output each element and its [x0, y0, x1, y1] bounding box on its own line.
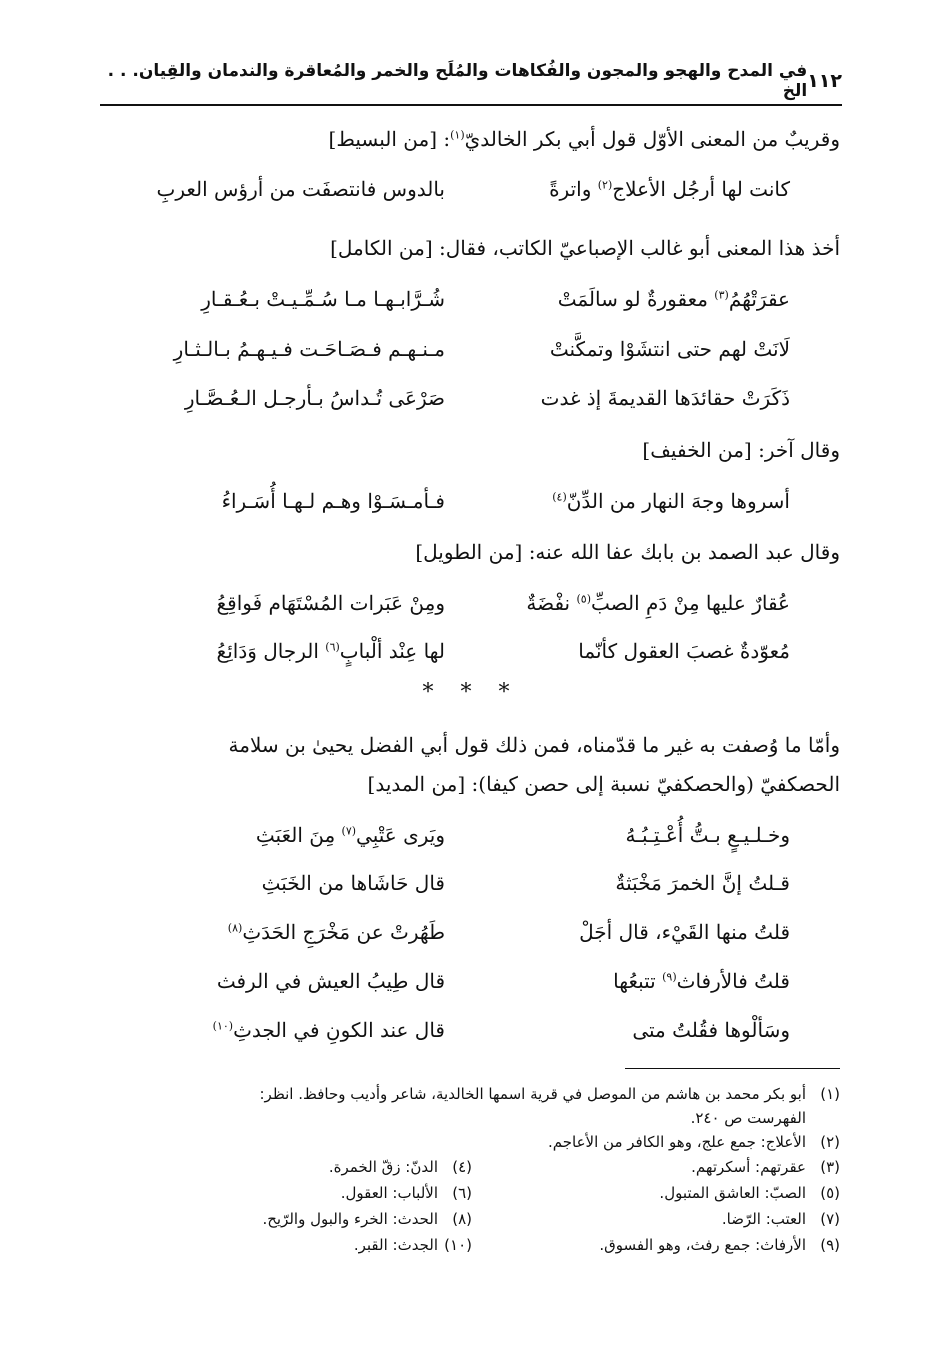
meter-label: : [من البسيط]	[328, 127, 451, 151]
verse-first-hemistich: كانت لها أرجُل الأعلاج$^{(٢)}$ واترةً	[549, 177, 790, 201]
intro-line-1	[100, 124, 840, 154]
footnote-rule	[625, 1068, 840, 1069]
verse-second-hemistich: قال عند الكونِ في الجدثِ$^{(١٠)}$	[212, 1018, 445, 1042]
verse-line	[150, 172, 790, 206]
verse-line	[150, 332, 790, 366]
verse-line	[150, 586, 790, 620]
verse-first-hemistich: قلتُ منها القَيْء، قال أجَلْ	[579, 920, 790, 944]
verse-line	[150, 381, 790, 415]
footnote-7: (٧)العتب: الرّضا.	[721, 1210, 840, 1228]
verse-second-hemistich: مـنـهـم فـصَـاحَـت فـيـهـمُ بـالـثـارِ	[173, 337, 445, 361]
verse-first-hemistich: مُعوّدةٌ غصبَ العقول كأنّما	[578, 639, 790, 663]
footnote-1: (١)أبو بكر محمد بن هاشم من الموصل في قرية اسمها الخالدية، شاعر وأديب وحافظ. انظر:	[259, 1085, 840, 1103]
verse-line	[150, 1013, 790, 1047]
verse-second-hemistich: ويَرى عَتْبِي$^{(٧)}$ مِنَ العَبَثِ	[255, 823, 445, 847]
verse-second-hemistich: ومِنْ عَبَرات المُسْتَهَام فَواقِعُ	[216, 591, 445, 615]
page-number: ١١٢	[807, 70, 842, 92]
verse-first-hemistich: عُقارٌ عليها مِنْ دَمِ الصبِّ$^{(٥)}$ نفْضَةٌ	[526, 591, 790, 615]
verse-line	[150, 915, 790, 949]
verse-line	[150, 818, 790, 852]
verse-second-hemistich: فـأمـسَـوْا وهـم لـهـا أُسَـراءُ	[221, 489, 445, 513]
running-title: في المدح والهجو والمجون والفُكاهات والمُلَح والخمر والمُعاقرة والندمان والقِيان. . . الخ	[107, 61, 808, 101]
verse-first-hemistich: ذَكَرَتْ حقائدَها القديمةَ إذ غدت	[540, 386, 790, 410]
verse-line	[150, 634, 790, 668]
footnote-2: (٢)الأعلاج: جمع علج، وهو الكافر من الأعاجم.	[548, 1133, 840, 1151]
verse-second-hemistich: طَهُرتْ عن مَخْرَجِ الحَدَثِ$^{(٨)}$	[227, 920, 445, 944]
footnote-8: (٨)الحدث: الخرء والبول والرّيح.	[262, 1210, 472, 1228]
footnote-5: (٥)الصبّ: العاشق المتبول.	[659, 1184, 840, 1202]
footnote-10: (١٠)الجدث: القبر.	[353, 1236, 472, 1254]
footnote-ref: (١)	[450, 128, 465, 142]
footnote-1-cont: الفهرست ص ٢٤٠.	[690, 1109, 806, 1127]
intro-text: وقريبٌ من المعنى الأوّل قول أبي بكر الخالديّ	[464, 127, 840, 151]
intro-line-3: وقال آخر: [من الخفيف]	[642, 438, 840, 462]
verse-first-hemistich: أسروها وجهَ النهار من الدِّنّ$^{(٤)}$	[552, 489, 790, 513]
verse-first-hemistich: وسَألْوها فقُلتُ متى	[632, 1018, 790, 1042]
verse-line	[150, 964, 790, 998]
verse-first-hemistich: لَانَتْ لهم حتى انتشَوْا وتمكَّنتْ	[549, 337, 790, 361]
verse-line	[150, 866, 790, 900]
verse-second-hemistich: بالدوس فانتصفَت من أرؤس العربِ	[156, 177, 445, 201]
verse-first-hemistich: قلتُ فالأرفاث$^{(٩)}$ تتبعُها	[613, 969, 790, 993]
verse-second-hemistich: صَرْعَى تُـداسُ بـأرجـل الـعُـصَّـارِ	[184, 386, 445, 410]
header-rule	[100, 104, 842, 106]
verse-second-hemistich: لها عِنْد ألْبابٍ$^{(٦)}$ الرجال وَدَائِعُ	[216, 639, 445, 663]
footnote-6: (٦)الألباب: العقول.	[340, 1184, 472, 1202]
footnote-4: (٤)الدنّ: زقّ الخمرة.	[328, 1158, 472, 1176]
verse-first-hemistich: قـلتُ إنَّ الخمرَ مَخْبَثةٌ	[615, 871, 790, 895]
page-header	[100, 62, 842, 100]
intro-line-4: وقال عبد الصمد بن بابك عفا الله عنه: [من الطويل]	[415, 540, 840, 564]
verse-line	[150, 484, 790, 518]
footnote-3: (٣)عقرتهم: أسكرتهم.	[691, 1158, 840, 1176]
verse-line	[150, 282, 790, 316]
footnote-9: (٩)الأرفاث: جمع رفث، وهو الفسوق.	[599, 1236, 840, 1254]
verse-second-hemistich: قال طِيبُ العيش في الرفث	[216, 969, 445, 993]
verse-first-hemistich: عقرَتْهُمُ$^{(٣)}$ معقورةٌ لو سالَمَتْ	[557, 287, 790, 311]
intro-line-2: أخذ هذا المعنى أبو غالب الإصباعيّ الكاتب، فقال: [من الكامل]	[330, 236, 840, 260]
paragraph-line: وأمّا ما وُصفت به غير ما قدّمناه، فمن ذلك قول أبي الفضل يحيىٰ بن سلامة	[228, 733, 840, 757]
verse-second-hemistich: قال حَاشَاها من الخَبَثِ	[261, 871, 445, 895]
section-divider: * * *	[422, 680, 520, 705]
paragraph-line: الحصكفيّ (والحصكفيّ نسبة إلى حصن كيفا): [من المديد]	[367, 772, 840, 796]
verse-second-hemistich: شُـرَّابـهـا مـا سُـمِّـيـتْ بـعُـقـارِ	[201, 287, 445, 311]
verse-first-hemistich: وخـلـيـعٍ بـتُّ أُعْـتِـبُـهُ	[625, 823, 790, 847]
